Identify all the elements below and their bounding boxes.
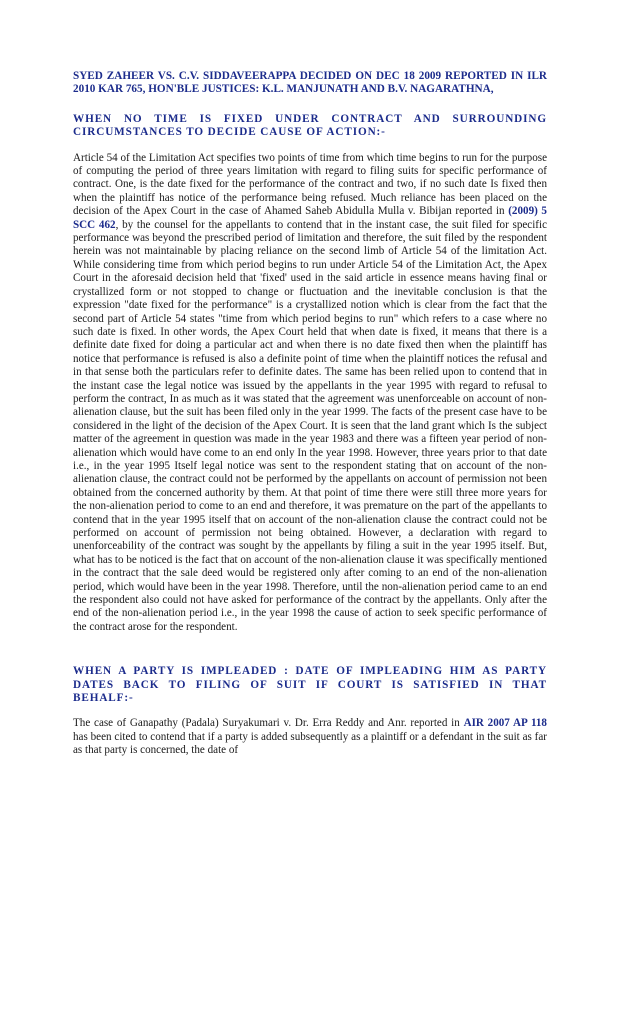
paragraph-ganapathy	[73, 717, 547, 757]
paragraph-text: The case of Ganapathy (Padala) Suryakumari v. Dr. Erra Reddy and Anr. reported in	[73, 717, 464, 730]
section-heading-impleaded: WHEN A PARTY IS IMPLEADED : DATE OF IMPLEADING HIM AS PARTY DATES BACK TO FILING OF SUIT IF COURT IS SATISFIED IN THAT BEHALF:-	[73, 665, 547, 705]
paragraph-article-54	[73, 152, 547, 635]
paragraph-text: has been cited to contend that if a party is added subsequently as a plaintiff or a defendant in the suit as far as that party is concerned, the date of	[73, 730, 547, 757]
citation-air: AIR 2007 AP 118	[463, 717, 547, 730]
section-heading-limitation: WHEN NO TIME IS FIXED UNDER CONTRACT AND SURROUNDING CIRCUMSTANCES TO DECIDE CAUSE OF ACTION:-	[73, 112, 547, 139]
document-page	[73, 70, 547, 758]
citation-scc: (2009) 5 SCC 462	[73, 205, 547, 231]
case-title: SYED ZAHEER VS. C.V. SIDDAVEERAPPA DECIDED ON DEC 18 2009 REPORTED IN ILR 2010 KAR 765, HON'BLE JUSTICES: K.L. MANJUNATH AND B.V. NAGARATHNA,	[73, 70, 547, 96]
paragraph-text: Article 54 of the Limitation Act specifies two points of time from which time begins to run for the purpose of computing the period of three years limitation with regard to filing suits for specific performance of contract. One, is the date fixed for the performance of the contract and two, if no such date Is fixed then when the plaintiff has notice of the performance being refused. Much reliance has been placed on the decision of the Apex Court in the case of Ahamed Saheb Abidulla Mulla v. Bibijan reported in	[73, 151, 547, 218]
paragraph-text: , by the counsel for the appellants to contend that in the instant case, the suit filed for specific performance was beyond the prescribed period of limitation and therefore, the suit filed by the respondent herein was not maintainable by placing reliance on the second limb of Article 54 of the limitation Act. While considering time from which period begins to run under Article 54 of the Limitation Act, the Apex Court in the aforesaid decision held that 'fixed' used in the said article in essence means having final or crystallized form or not stopped to change or fluctuation and the inevitable conclusion is that the expression "date fixed for the performance" is a crystallized notion which is clear from the fact that the second part of Article 54 states "time from which period begins to run" which refers to a case where no such date is fixed. In other words, the Apex Court held that when date is fixed, it means that there is a definite date fixed for doing a particular act and when there is no date fixed then when the plaintiff has notice that performance is refused is also a definite point of time when the plaintiff notices the refusal and in that sense both the particulars refer to definite dates. The same has been relied upon to contend that in the instant case the legal notice was issued by the appellants in the year 1995 with regard to refusal to perform the contract, In as much as it was stated that the agreement was unenforceable on account of non-alienation clause, but the suit has been filed only in the year 1999. The facts of the present case have to be considered in the light of the decision of the Apex Court. It is seen that the land grant which Is the subject matter of the agreement in question was made in the year 1983 and there was a fifteen year period of non-alienation which would have come to an end only In the year 1998. However, three years prior to that date i.e., in the year 1995 Itself legal notice was sent to the respondent stating that on account of the non-alienation clause, the contract could not be performed by the appellants on account of permission not been obtained from the concerned authority by them. At that point of time there were still three more years for the non-alienation period to come to an end and therefore, it was premature on the part of the appellants to contend that in the year 1995 itself that on account of the non-alienation clause the contract could not be performed on account of permission not being obtained. However, a declaration with regard to unenforceability of the contract was sought by the appellants by filing a suit in the year 1995 itself. But, what has to be noticed is the fact that on account of the non-alienation clause it was specifically mentioned in the contract that the sale deed would be registered only after coming to an end of the non-alienation period, which would have been in the year 1998. Therefore, until the non-alienation period came to an end the respondent also could not have asked for performance of the contract by the appellants. Only after the end of the non-alienation period i.e., in the year 1998 the cause of action to seek specific performance of the contract arose for the respondent.	[73, 218, 548, 633]
